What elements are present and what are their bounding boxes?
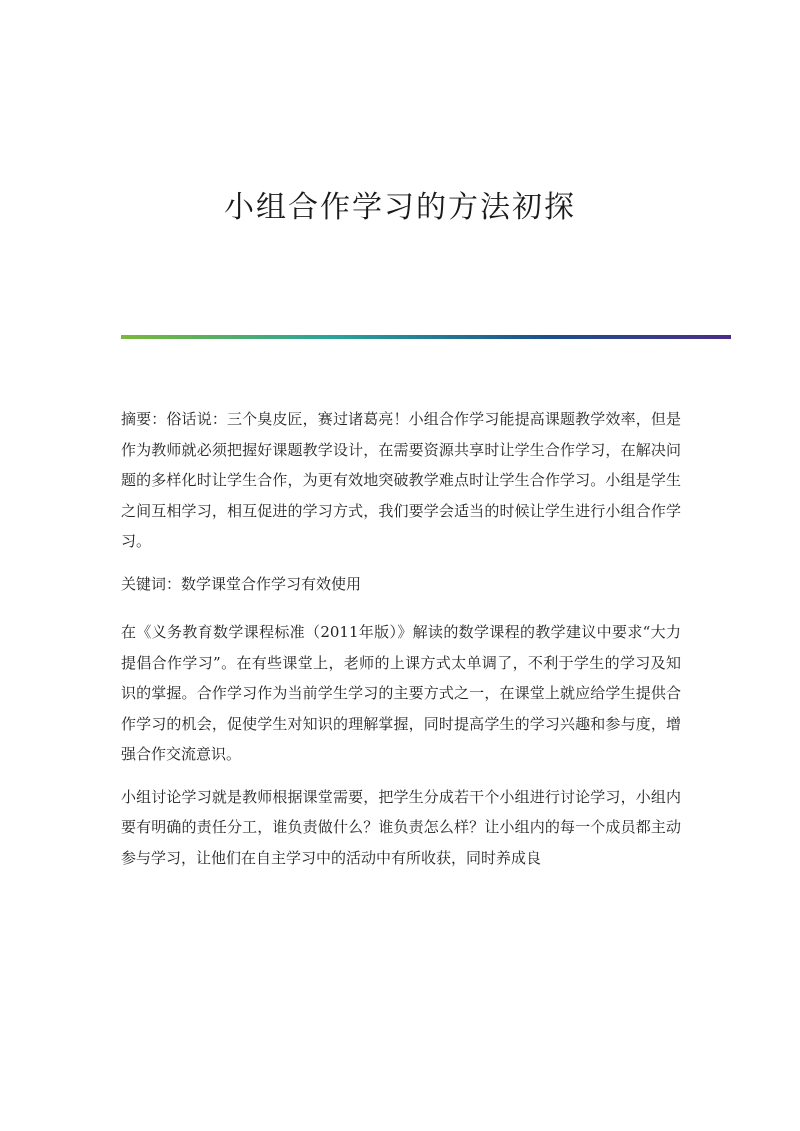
document-body <box>121 404 681 885</box>
title-divider <box>121 335 731 339</box>
abstract-paragraph: 摘要：俗话说：三个臭皮匠，赛过诸葛亮！小组合作学习能提高课题教学效率，但是作为教师就必须把握好课题教学设计，在需要资源共享时让学生合作学习，在解决问题的多样化时让学生合作，为更有效地突破教学难点时让学生合作学习。小组是学生之间互相学习，相互促进的学习方式，我们要学会适当的时候让学生进行小组合作学习。 <box>121 410 681 550</box>
document-title: 小组合作学习的方法初探 <box>224 190 576 225</box>
keywords-line: 关键词：数学课堂合作学习有效使用 <box>121 574 362 593</box>
body-paragraph-1: 在《义务教育数学课程标准（2011年版）》解读的数学课程的教学建议中要求“大力提倡合作学习”。在有些课堂上，老师的上课方式太单调了，不利于学生的学习及知识的掌握。合作学习作为当前学生学习的主要方式之一，在课堂上就应给学生提供合作学习的机会，促使学生对知识的理解掌握，同时提高学生的学习兴趣和参与度，增强合作交流意识。 <box>121 623 681 763</box>
body-paragraph-2: 小组讨论学习就是教师根据课堂需要，把学生分成若干个小组进行讨论学习，小组内要有明确的责任分工，谁负责做什么？谁负责怎么样？让小组内的每一个成员都主动参与学习，让他们在自主学习中的活动中有所收获，同时养成良 <box>121 787 681 867</box>
